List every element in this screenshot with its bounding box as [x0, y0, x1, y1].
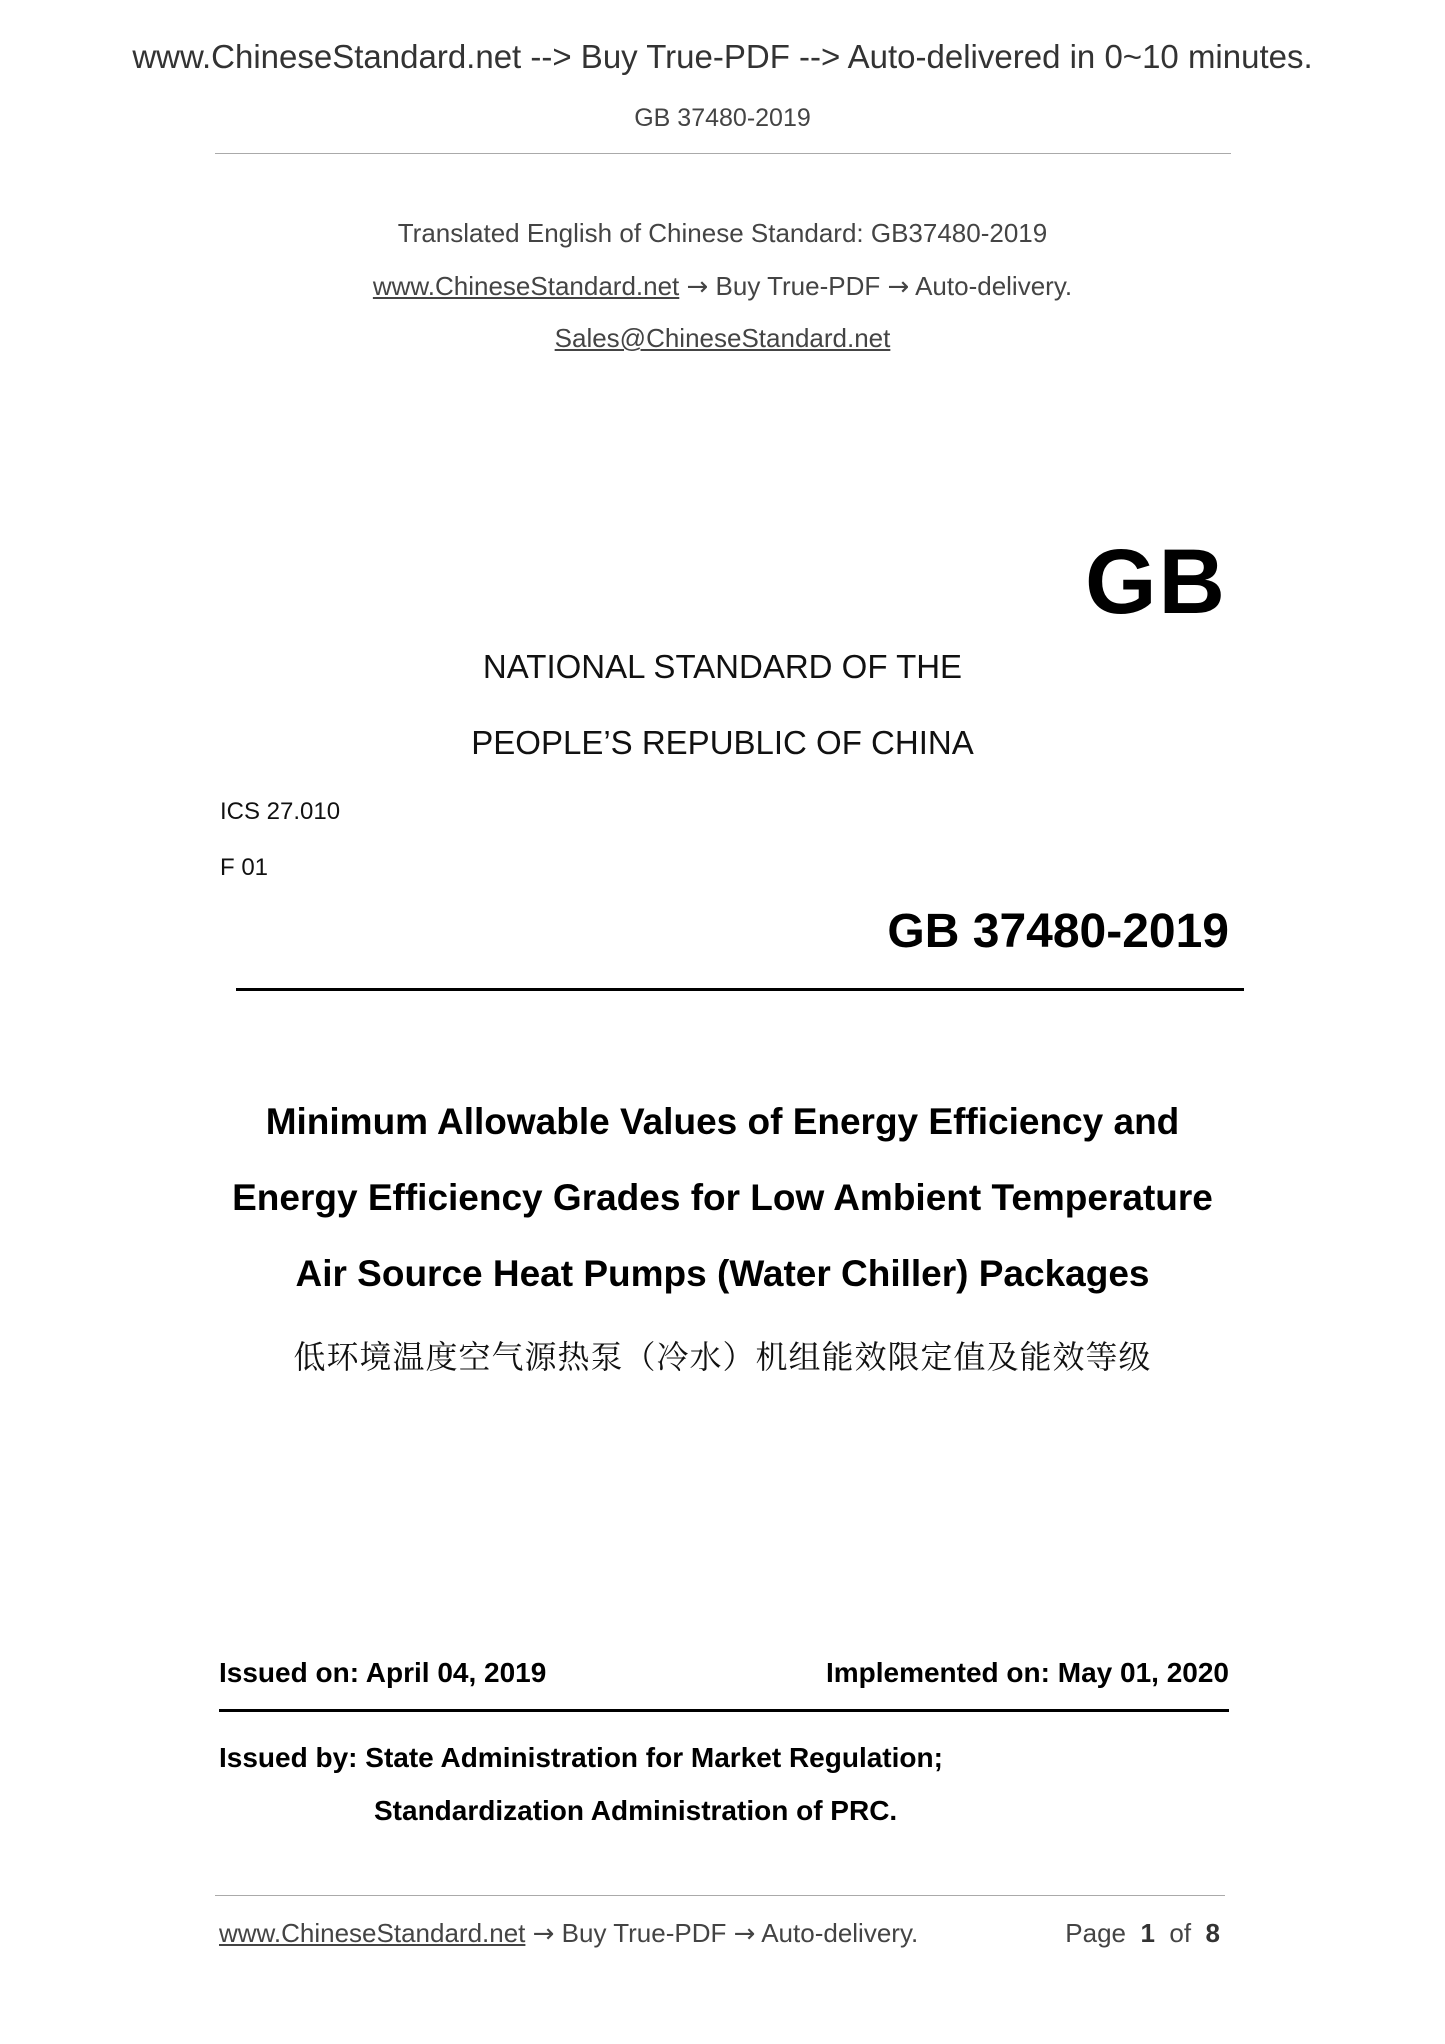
- page-current: 1: [1140, 1918, 1155, 1948]
- arrow-right-icon: →: [532, 1919, 555, 1949]
- site-link[interactable]: www.ChineseStandard.net: [372, 271, 680, 301]
- national-standard-line-2: PEOPLE’S REPUBLIC OF CHINA: [471, 724, 974, 761]
- auto-delivery-label: Auto-delivery.: [915, 271, 1073, 301]
- title-line-2: Energy Efficiency Grades for Low Ambient Temperature: [232, 1177, 1213, 1218]
- footer-auto-delivery-label: Auto-delivery.: [761, 1918, 919, 1948]
- buy-label: Buy True-PDF: [715, 271, 881, 301]
- page-total: 8: [1205, 1918, 1220, 1948]
- standard-number-rule: [236, 988, 1244, 991]
- page-indicator: [1065, 1918, 1220, 1949]
- issued-on: Issued on: April 04, 2019: [219, 1657, 547, 1688]
- page-of-label: of: [1169, 1918, 1192, 1948]
- title-line-3: Air Source Heat Pumps (Water Chiller) Packages: [295, 1253, 1150, 1294]
- footer-buy-label: Buy True-PDF: [561, 1918, 727, 1948]
- implemented-on: Implemented on: May 01, 2020: [825, 1657, 1229, 1688]
- arrow-right-icon: →: [733, 1919, 756, 1949]
- arrow-right-icon: →: [686, 272, 709, 302]
- gb-logo: GB: [1085, 531, 1227, 633]
- arrow-right-icon: →: [887, 272, 910, 302]
- top-banner: www.ChineseStandard.net --> Buy True-PDF --> Auto-delivered in 0~10 minutes.: [132, 38, 1313, 75]
- standard-number: GB 37480-2019: [887, 905, 1229, 958]
- translation-line: Translated English of Chinese Standard: GB37480-2019: [397, 218, 1048, 248]
- ccs-code: F 01: [220, 854, 269, 881]
- footer-site-link[interactable]: www.ChineseStandard.net: [219, 1918, 526, 1948]
- issue-rule: [219, 1709, 1229, 1712]
- issued-by-line-2: Standardization Administration of PRC.: [374, 1795, 898, 1826]
- sales-email-link[interactable]: Sales@ChineseStandard.net: [554, 323, 891, 353]
- chinese-title: 低环境温度空气源热泵（冷水）机组能效限定值及能效等级: [293, 1339, 1152, 1375]
- national-standard-line-1: NATIONAL STANDARD OF THE: [482, 648, 963, 685]
- title-line-1: Minimum Allowable Values of Energy Efficiency and: [265, 1101, 1180, 1142]
- sales-line: [0, 323, 1445, 354]
- header-standard-code: GB 37480-2019: [634, 104, 811, 132]
- page-label: Page: [1065, 1918, 1127, 1948]
- header-divider: [215, 153, 1231, 154]
- footer-purchase-line: [219, 1918, 918, 1949]
- ics-code: ICS 27.010: [220, 798, 341, 825]
- purchase-line: [0, 271, 1445, 302]
- issued-by-line-1: Issued by: State Administration for Market Regulation;: [219, 1742, 943, 1773]
- footer-divider: [215, 1895, 1225, 1896]
